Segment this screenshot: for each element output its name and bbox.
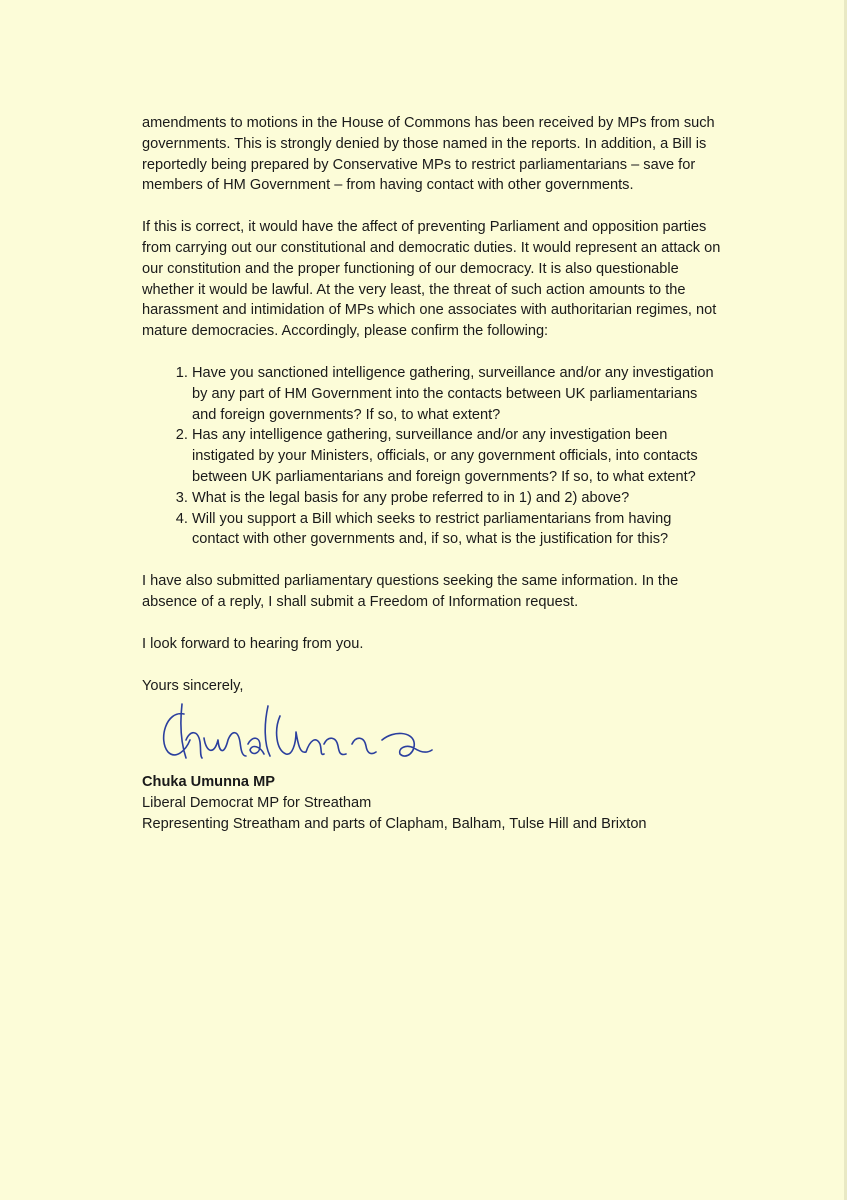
- signatory-title: Liberal Democrat MP for Streatham: [142, 795, 372, 812]
- paragraph-2: If this is correct, it would have the affect of preventing Parliament and opposition parties from carrying out our constitutional and democratic duties. It would represent an attack on our constitution and the proper functioning of our democracy. It is also questionable whether it would be lawful. At the very least, the threat of such action amounts to the harassment and intimidation of MPs which one associates with authoritarian regimes, not mature democracies. Accordingly, please confirm the following:: [142, 219, 721, 340]
- handwritten-signature: [156, 700, 456, 770]
- paragraph-1: amendments to motions in the House of Commons has been received by MPs from such governments. This is strongly denied by those named in the reports. In addition, a Bill is reportedly being prepared by Conservative MPs to restrict parliamentarians – save for members of HM Government – from having contact with other governments.: [142, 115, 715, 194]
- signature-block: [142, 676, 722, 835]
- valediction: Yours sincerely,: [142, 677, 244, 694]
- question-2: 2. Has any intelligence gathering, surveillance and/or any investigation been instigated by your Ministers, officials, or any government officials, into contacts between UK parliamentarians and foreign governments? If so, to what extent?: [192, 425, 722, 487]
- signatory-constituency: Representing Streatham and parts of Clapham, Balham, Tulse Hill and Brixton: [142, 815, 647, 832]
- signatory-name: Chuka Umunna MP: [142, 774, 275, 791]
- questions-list: [142, 363, 722, 550]
- question-3: 3. What is the legal basis for any probe referred to in 1) and 2) above?: [192, 488, 722, 509]
- question-1: 1. Have you sanctioned intelligence gathering, surveillance and/or any investigation by any part of HM Government into the contacts between UK parliamentarians and foreign governments? If so, to what extent?: [192, 363, 722, 425]
- paragraph-3: I have also submitted parliamentary questions seeking the same information. In the absence of a reply, I shall submit a Freedom of Information request.: [142, 573, 679, 610]
- paragraph-4: I look forward to hearing from you.: [142, 635, 364, 652]
- question-4: 4. Will you support a Bill which seeks to restrict parliamentarians from having contact with other governments and, if so, what is the justification for this?: [192, 509, 722, 551]
- letter-body: [142, 113, 722, 835]
